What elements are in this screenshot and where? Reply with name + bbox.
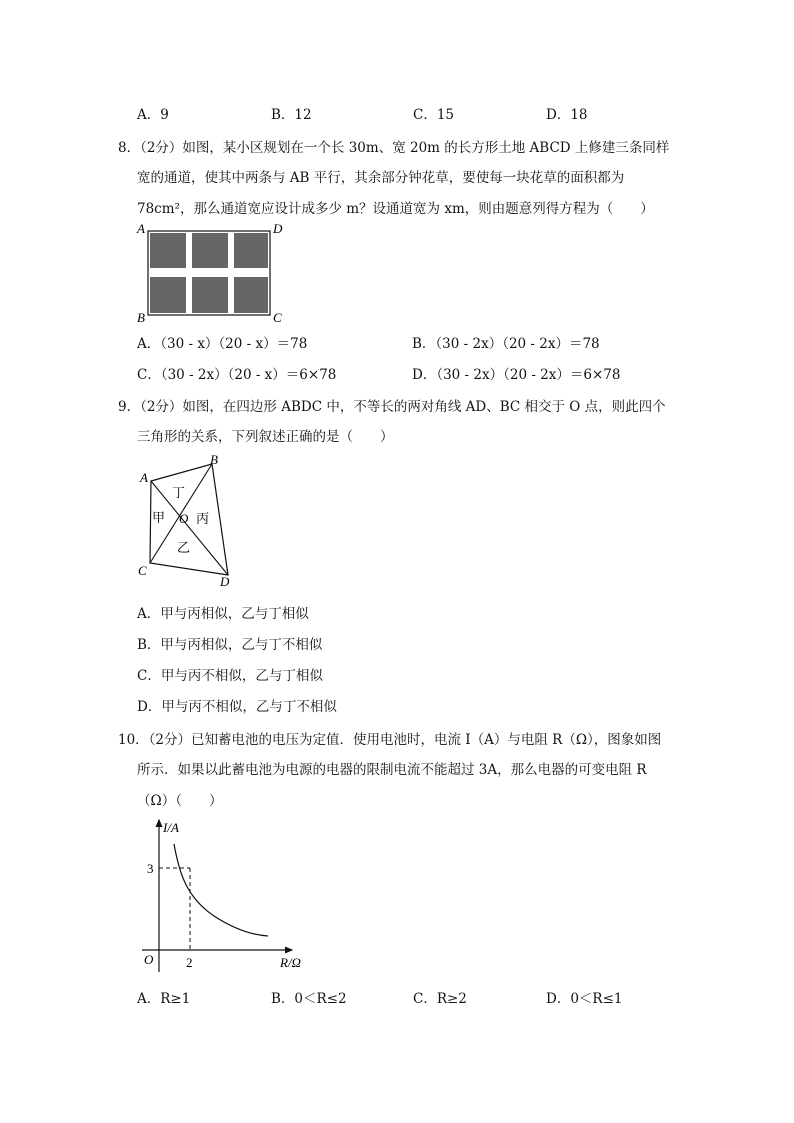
q9-label-ding: 丁 — [172, 485, 186, 500]
q10-graph — [134, 812, 314, 972]
q9-stem-line1: 9．（2分）如图，在四边形 ABDC 中，不等长的两对角线 AD、BC 相交于 O 点，则此四个 — [118, 399, 666, 415]
q9-label-c: C — [138, 563, 147, 578]
q8-option-c[interactable]: C．（30 - 2x）（20 - x）＝6×78 — [137, 367, 337, 383]
q9-label-d: D — [220, 574, 230, 589]
q9-label-jia: 甲 — [152, 510, 166, 525]
q9-option-c[interactable]: C．甲与丙不相似，乙与丁相似 — [137, 668, 323, 684]
q10-option-d[interactable]: D．0＜R≤1 — [546, 991, 623, 1007]
q9-quadrilateral-figure — [134, 452, 244, 592]
q8-option-d[interactable]: D．（30 - 2x）（20 - 2x）＝6×78 — [412, 367, 621, 383]
q8-plot — [150, 277, 186, 313]
q9-stem-line2: 三角形的关系，下列叙述正确的是（ ） — [137, 429, 394, 445]
q9-label-b: B — [210, 452, 218, 467]
q10-x-axis-label: R/Ω — [280, 955, 301, 970]
q9-label-o: O — [179, 511, 189, 526]
q8-plot — [234, 233, 268, 268]
q10-curve — [174, 844, 268, 936]
q9-option-b[interactable]: B．甲与丙相似，乙与丁不相似 — [137, 637, 323, 653]
q8-plot — [150, 233, 186, 268]
q9-label-bing: 丙 — [196, 511, 210, 526]
q7-option-d[interactable]: D．18 — [546, 107, 588, 123]
q8-label-a: A — [137, 222, 145, 236]
q9-label-a: A — [140, 470, 148, 485]
q7-option-c[interactable]: C．15 — [413, 107, 455, 123]
q10-stem-line3: （Ω）（ ） — [137, 793, 223, 809]
q10-y-tick-label: 3 — [147, 861, 154, 876]
q8-plot — [234, 277, 268, 313]
q10-stem-line2: 所示．如果以此蓄电池为电源的电器的限制电流不能超过 3A，那么电器的可变电阻 R — [137, 762, 647, 778]
q8-label-c: C — [273, 310, 282, 325]
q7-option-a[interactable]: A．9 — [137, 107, 169, 123]
q8-plot — [192, 233, 228, 268]
q7-option-b[interactable]: B．12 — [271, 107, 312, 123]
q10-option-b[interactable]: B．0＜R≤2 — [271, 991, 347, 1007]
q10-option-c[interactable]: C．R≥2 — [413, 991, 467, 1007]
q9-option-d[interactable]: D．甲与丙不相似，乙与丁不相似 — [137, 699, 337, 715]
q8-label-b: B — [137, 310, 145, 325]
q8-rectangle-figure — [134, 222, 294, 326]
q10-option-a[interactable]: A．R≥1 — [137, 991, 191, 1007]
q8-stem-line3: 78cm²，那么通道宽应设计成多少 m？设通道宽为 xm，则由题意列得方程为（ ） — [137, 201, 654, 217]
q8-stem-line2: 宽的通道，使其中两条与 AB 平行，其余部分钟花草，要使每一块花草的面积都为 — [137, 170, 625, 186]
q8-option-b[interactable]: B．（30 - 2x）（20 - 2x）＝78 — [412, 336, 600, 352]
q10-x-tick-label: 2 — [186, 955, 193, 970]
q8-label-d: D — [273, 222, 283, 236]
q10-y-axis-label: I/A — [163, 820, 179, 835]
q10-stem-line1: 10．（2分）已知蓄电池的电压为定值．使用电池时，电流 I（A）与电阻 R（Ω），图象如图 — [118, 732, 662, 748]
q8-option-a[interactable]: A．（30 - x）（20 - x）＝78 — [137, 336, 308, 352]
q9-label-yi: 乙 — [177, 540, 191, 555]
q10-origin-label: O — [144, 952, 154, 967]
q8-plot — [192, 277, 228, 313]
q8-stem-line1: 8．（2分）如图，某小区规划在一个长 30m、宽 20m 的长方形土地 ABCD 上修建三条同样 — [118, 140, 670, 156]
q9-option-a[interactable]: A．甲与丙相似，乙与丁相似 — [137, 606, 309, 622]
